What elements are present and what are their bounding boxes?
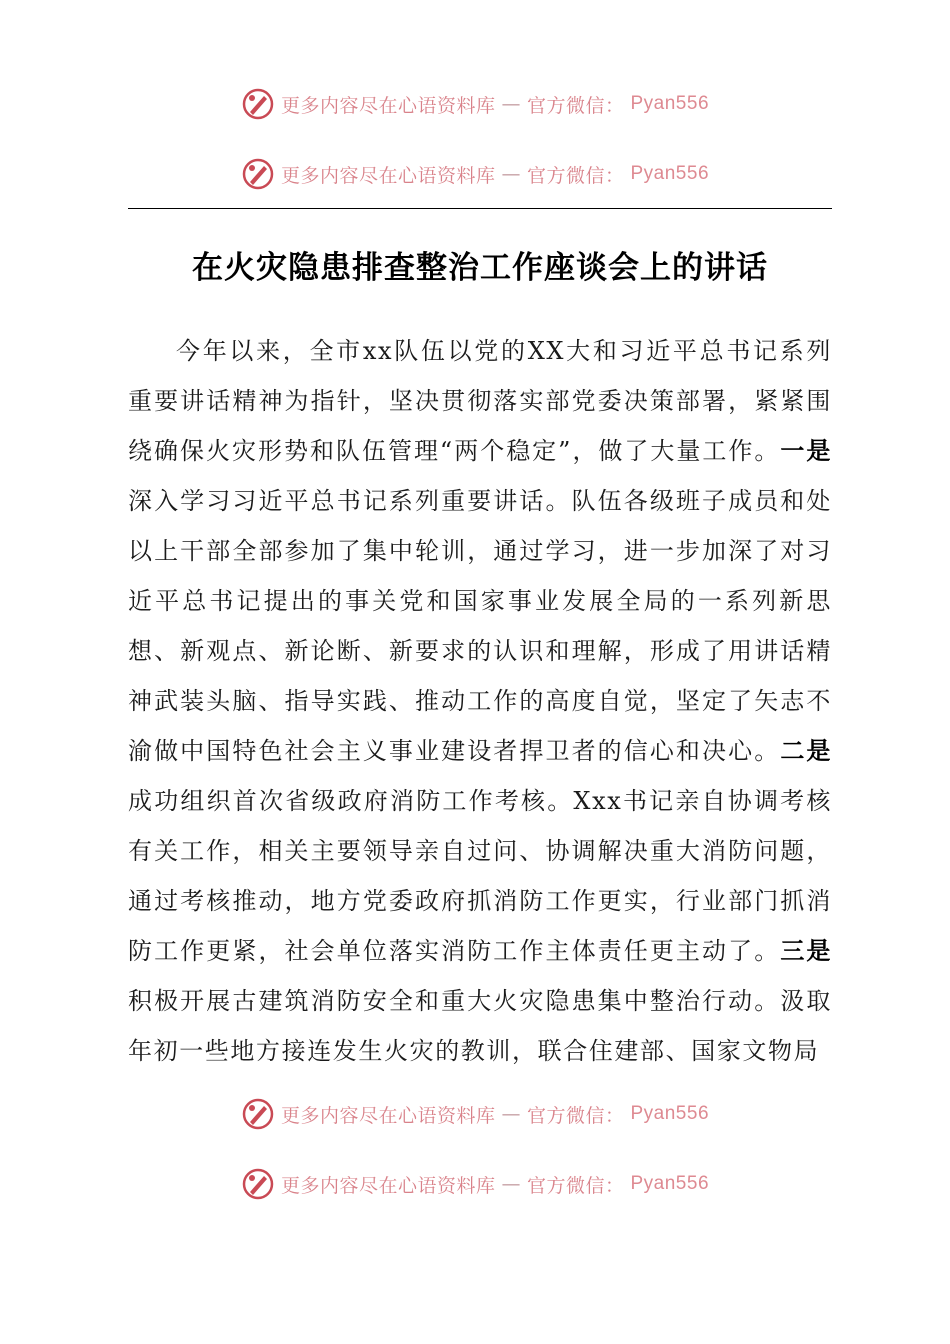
watermark-dash: —	[501, 1103, 521, 1125]
watermark-banner	[0, 1094, 950, 1134]
watermark-id: Pyan556	[630, 1173, 710, 1194]
watermark-dash: —	[501, 93, 521, 115]
watermark-label: 官方微信：	[526, 1174, 625, 1197]
point-marker: 三是	[780, 937, 833, 965]
watermark-dash: —	[501, 1173, 521, 1195]
point-marker: 一是	[780, 437, 833, 465]
watermark-banner	[0, 154, 950, 194]
document-title: 在火灾隐患排查整治工作座谈会上的讲话	[192, 250, 768, 286]
pen-logo-icon	[241, 157, 275, 191]
watermark-label: 官方微信：	[526, 1104, 625, 1127]
watermark-id: Pyan556	[630, 93, 710, 114]
watermark-id: Pyan556	[630, 163, 710, 184]
body-text: 积极开展古建筑消防安全和重大火灾隐患集中整治行动。汲取年初一些地方接连发生火灾的教训，联合住建部、国家文物局	[128, 987, 832, 1065]
pen-logo-icon	[241, 87, 275, 121]
point-marker: 二是	[780, 737, 833, 765]
watermark-dash: —	[501, 163, 521, 185]
watermark-text: 更多内容尽在心语资料库	[280, 94, 496, 117]
pen-logo-icon	[241, 1097, 275, 1131]
watermark-banner	[0, 84, 950, 124]
pen-logo-icon	[241, 1167, 275, 1201]
body-text: 深入学习习近平总书记系列重要讲话。队伍各级班子成员和处以上干部全部参加了集中轮训，通过学习，进一步加深了对习近平总书记提出的事关党和国家事业发展全局的一系列新思想、新观点、新论断、新要求的认识和理解，形成了用讲话精神武装头脑、指导实践、推动工作的高度自觉，坚定了矢志不渝做中国特色社会主义事业建设者捍卫者的信心和决心。	[128, 487, 832, 765]
watermark-label: 官方微信：	[526, 94, 625, 117]
body-text: 成功组织首次省级政府消防工作考核。Xxx书记亲自协调考核有关工作，相关主要领导亲自过问、协调解决重大消防问题，通过考核推动，地方党委政府抓消防工作更实，行业部门抓消防工作更紧，社会单位落实消防工作主体责任更主动了。	[128, 787, 832, 965]
watermark-id: Pyan556	[630, 1103, 710, 1124]
watermark-text: 更多内容尽在心语资料库	[280, 164, 496, 187]
watermark-label: 官方微信：	[526, 164, 625, 187]
body-text: 今年以来，全市xx队伍以党的XX大和习近平总书记系列重要讲话精神为指针，坚决贯彻落实部党委决策部署，紧紧围绕确保火灾形势和队伍管理“两个稳定”，做了大量工作。	[128, 337, 832, 465]
document-body	[128, 326, 832, 1076]
watermark-text: 更多内容尽在心语资料库	[280, 1174, 496, 1197]
watermark-banner	[0, 1164, 950, 1204]
header-divider	[128, 208, 832, 209]
watermark-text: 更多内容尽在心语资料库	[280, 1104, 496, 1127]
